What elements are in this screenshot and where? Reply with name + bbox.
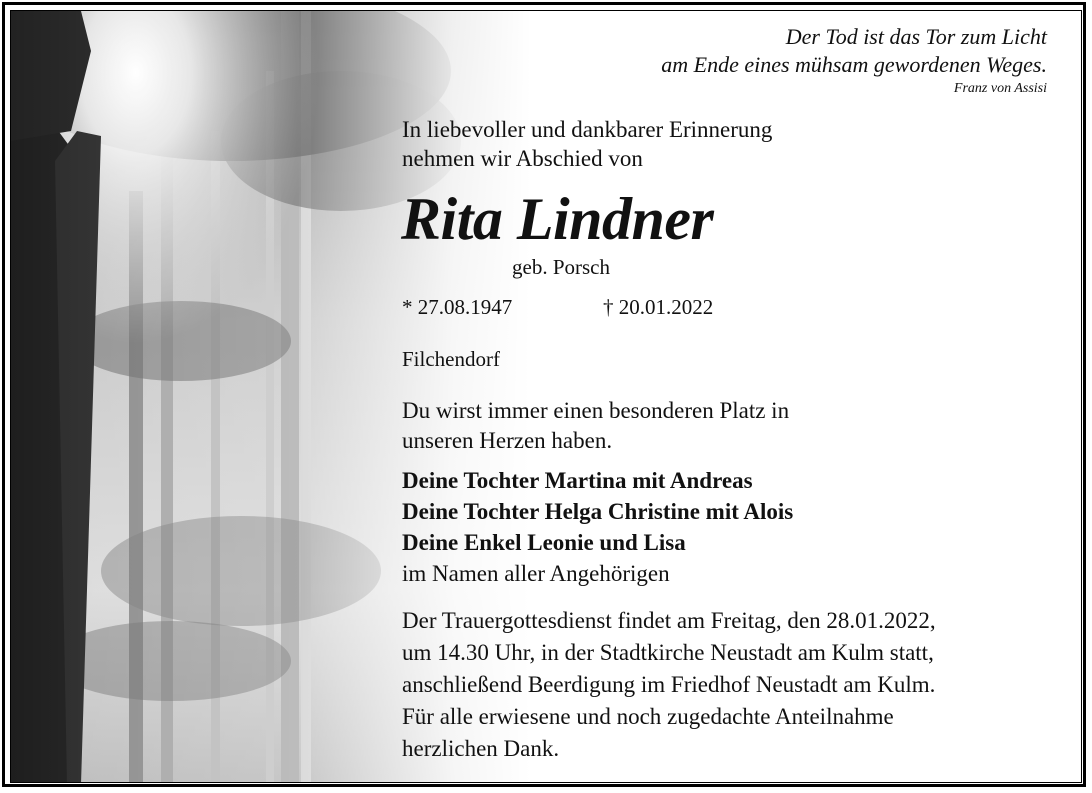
quote-author: Franz von Assisi [953, 81, 1047, 96]
residence: Filchendorf [402, 347, 500, 371]
quote-line-2: am Ende eines mühsam gewordenen Weges. [661, 52, 1047, 77]
service-line-2: um 14.30 Uhr, in der Stadtkirche Neustadt am Kulm statt, [402, 640, 934, 665]
obituary-notice [10, 10, 1082, 783]
deceased-name: Rita Lindner [401, 186, 714, 252]
death-date: † 20.01.2022 [603, 295, 714, 319]
service-line-3: anschließend Beerdigung im Friedhof Neustadt am Kulm. [402, 672, 936, 697]
message-line-2: unseren Herzen haben. [402, 428, 613, 453]
service-line-5: herzlichen Dank. [402, 736, 560, 761]
intro-line-1: In liebevoller und dankbarer Erinnerung [402, 117, 773, 142]
intro-line-2: nehmen wir Abschied von [402, 146, 643, 171]
mourner-line-2: Deine Tochter Helga Christine mit Alois [402, 499, 794, 524]
mourner-line-1: Deine Tochter Martina mit Andreas [402, 468, 753, 493]
birth-date: * 27.08.1947 [402, 295, 513, 319]
service-line-1: Der Trauergottesdienst findet am Freitag, den 28.01.2022, [402, 608, 936, 633]
service-line-4: Für alle erwiesene und noch zugedachte Anteilnahme [402, 704, 894, 729]
mourner-line-4: im Namen aller Angehörigen [402, 561, 670, 586]
birth-name: geb. Porsch [512, 255, 610, 279]
mourner-line-3: Deine Enkel Leonie und Lisa [402, 530, 686, 555]
message-line-1: Du wirst immer einen besonderen Platz in [402, 398, 790, 423]
quote-line-1: Der Tod ist das Tor zum Licht [785, 24, 1047, 49]
